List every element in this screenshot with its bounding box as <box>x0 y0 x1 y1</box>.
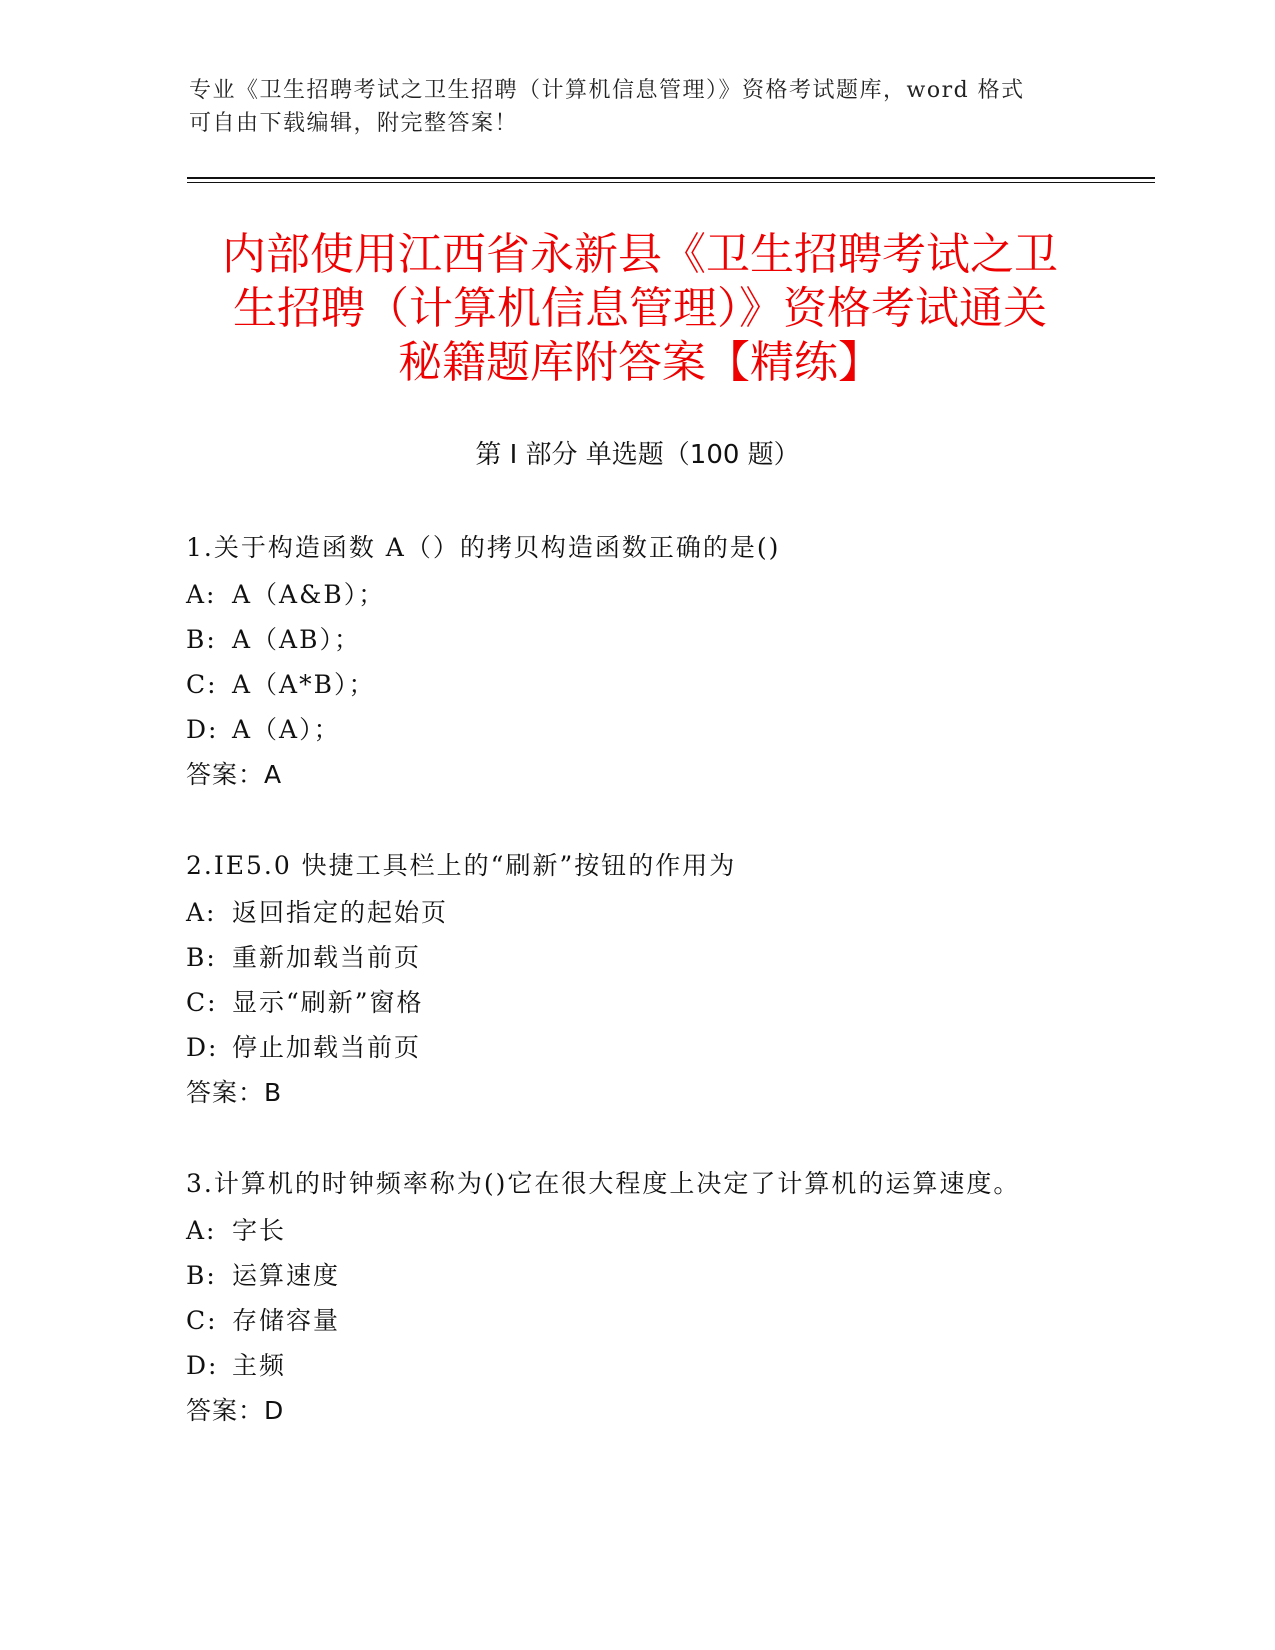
option-text: 存储容量 <box>232 1306 341 1335</box>
option-b <box>186 1253 1066 1298</box>
section-heading: 第 I 部分 单选题（100 题） <box>475 440 800 470</box>
option-text: 运算速度 <box>232 1261 341 1290</box>
title-line1: 内部使用江西省永新县《卫生招聘考试之卫 <box>222 229 1058 280</box>
answer-line: 答案：B <box>186 1078 283 1107</box>
option-letter: B: <box>186 1261 217 1290</box>
option-letter: C: <box>186 670 218 699</box>
option-d <box>186 1343 1066 1388</box>
question-2 <box>186 846 1066 1115</box>
option-text: A（A&B）； <box>232 580 386 609</box>
option-d <box>186 707 1066 752</box>
option-letter: B: <box>186 943 217 972</box>
question-stem: 2.IE5.0 快捷工具栏上的“刷新”按钮的作用为 <box>186 851 737 880</box>
option-b <box>186 935 1066 980</box>
question-3 <box>186 1164 1066 1433</box>
option-letter: A: <box>186 1216 217 1245</box>
option-c <box>186 662 1066 707</box>
question-1 <box>186 528 1066 797</box>
question-stem: 1.关于构造函数 A（）的拷贝构造函数正确的是() <box>186 533 781 562</box>
document-title <box>190 228 1090 390</box>
option-c <box>186 980 1066 1025</box>
option-text: 返回指定的起始页 <box>232 898 449 927</box>
header-divider-thin <box>187 182 1155 183</box>
option-text: A（A*B）； <box>232 670 376 699</box>
header-note-line2: 可自由下载编辑，附完整答案！ <box>189 111 519 136</box>
option-letter: B: <box>186 625 217 654</box>
answer-line: 答案：D <box>186 1396 285 1425</box>
option-a <box>186 1208 1066 1253</box>
header-note-line1: 专业《卫生招聘考试之卫生招聘（计算机信息管理）》资格考试题库，word 格式 <box>189 78 1025 103</box>
option-letter: A: <box>186 898 217 927</box>
header-divider-thick <box>187 177 1155 179</box>
option-a <box>186 890 1066 935</box>
answer-line: 答案：A <box>186 760 283 789</box>
option-letter: D: <box>186 1033 219 1062</box>
option-letter: C: <box>186 988 218 1017</box>
option-text: 重新加载当前页 <box>232 943 422 972</box>
header-note <box>189 74 1069 140</box>
option-letter: D: <box>186 1351 219 1380</box>
option-letter: C: <box>186 1306 218 1335</box>
title-line3: 秘籍题库附答案【精练】 <box>398 337 882 388</box>
option-text: 主频 <box>232 1351 287 1380</box>
option-text: 字长 <box>232 1216 287 1245</box>
title-line2: 生招聘（计算机信息管理）》资格考试通关 <box>233 283 1047 334</box>
option-letter: D: <box>186 715 219 744</box>
option-b <box>186 617 1066 662</box>
option-text: 显示“刷新”窗格 <box>232 988 424 1017</box>
option-c <box>186 1298 1066 1343</box>
option-text: 停止加载当前页 <box>232 1033 422 1062</box>
option-a <box>186 572 1066 617</box>
option-letter: A: <box>186 580 217 609</box>
option-d <box>186 1025 1066 1070</box>
option-text: A（AB）； <box>232 625 361 654</box>
question-stem: 3.计算机的时钟频率称为()它在很大程度上决定了计算机的运算速度。 <box>186 1169 1021 1198</box>
option-text: A（A）； <box>232 715 341 744</box>
